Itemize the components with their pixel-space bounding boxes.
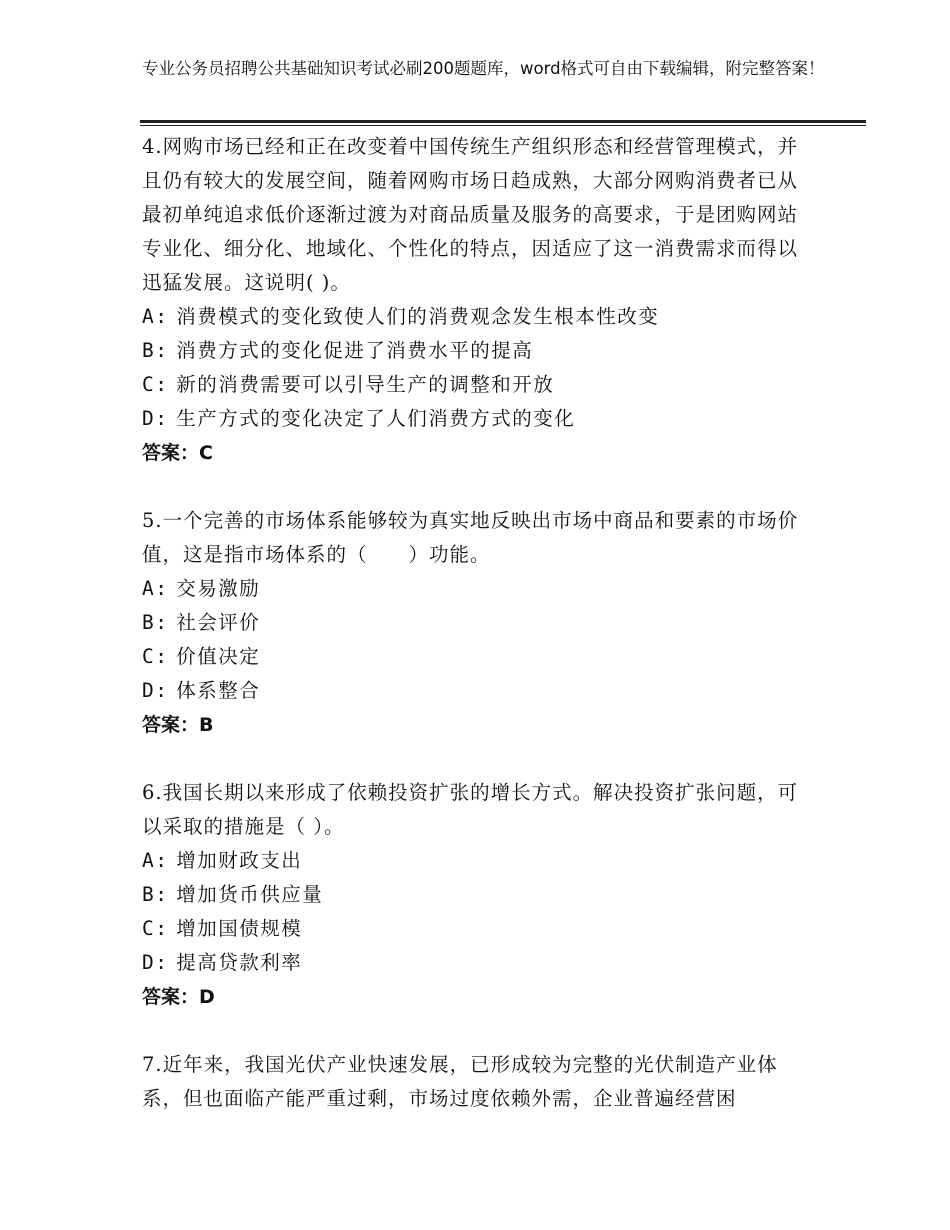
option-letter: C: — [142, 917, 169, 940]
option-text: 增加货币供应量 — [176, 883, 324, 906]
question-stem: 4.网购市场已经和正在改变着中国传统生产组织形态和经营管理模式，并且仍有较大的发展空间，随着网购市场日趋成熟，大部分网购消费者已从最初单纯追求低价逐渐过渡为对商品质量及服务的高要求，于是团购网站专业化、细分化、地域化、个性化的特点，因适应了这一消费需求而得以迅猛发展。这说明( )。 — [142, 135, 799, 294]
option-text: 价值决定 — [176, 645, 261, 668]
answer-label: 答案：C — [142, 442, 213, 464]
option-c — [142, 368, 807, 402]
option-a — [142, 844, 807, 878]
option-letter: B: — [142, 883, 169, 906]
question-7 — [142, 1048, 807, 1116]
option-letter: C: — [142, 645, 169, 668]
option-d — [142, 946, 807, 980]
option-letter: B: — [142, 611, 169, 634]
option-text: 交易激励 — [176, 577, 261, 600]
option-c — [142, 912, 807, 946]
option-letter: B: — [142, 339, 169, 362]
option-text: 消费方式的变化促进了消费水平的提高 — [176, 339, 534, 362]
option-letter: D: — [142, 679, 169, 702]
option-letter: C: — [142, 373, 169, 396]
option-letter: A: — [142, 305, 169, 328]
option-letter: D: — [142, 407, 169, 430]
question-6 — [142, 776, 807, 1014]
question-stem: 6.我国长期以来形成了依赖投资扩张的增长方式。解决投资扩张问题，可以采取的措施是（ ）。 — [142, 781, 799, 838]
option-b — [142, 878, 807, 912]
option-text: 新的消费需要可以引导生产的调整和开放 — [176, 373, 555, 396]
option-b — [142, 606, 807, 640]
header-divider-thin — [140, 125, 866, 126]
question-4 — [142, 130, 807, 470]
option-letter: D: — [142, 951, 169, 974]
option-d — [142, 402, 807, 436]
answer-label: 答案：B — [142, 714, 214, 736]
question-stem: 7.近年来，我国光伏产业快速发展，已形成较为完整的光伏制造产业体系，但也面临产能严重过剩，市场过度依赖外需，企业普遍经营困 — [142, 1053, 778, 1110]
option-text: 社会评价 — [176, 611, 261, 634]
option-text: 体系整合 — [176, 679, 261, 702]
page-header: 专业公务员招聘公共基础知识考试必刷200题题库，word格式可自由下载编辑，附完整答案！ — [142, 59, 825, 78]
question-list — [142, 130, 807, 1150]
option-text: 提高贷款利率 — [176, 951, 303, 974]
option-a — [142, 572, 807, 606]
option-letter: A: — [142, 577, 169, 600]
option-text: 消费模式的变化致使人们的消费观念发生根本性改变 — [176, 305, 660, 328]
question-5 — [142, 504, 807, 742]
option-a — [142, 300, 807, 334]
header-divider — [140, 120, 866, 123]
option-text: 增加财政支出 — [176, 849, 303, 872]
option-letter: A: — [142, 849, 169, 872]
option-c — [142, 640, 807, 674]
question-stem: 5.一个完善的市场体系能够较为真实地反映出市场中商品和要素的市场价值，这是指市场体系的（ ）功能。 — [142, 509, 799, 566]
option-text: 增加国债规模 — [176, 917, 303, 940]
option-d — [142, 674, 807, 708]
answer-label: 答案：D — [142, 986, 215, 1008]
option-text: 生产方式的变化决定了人们消费方式的变化 — [176, 407, 576, 430]
option-b — [142, 334, 807, 368]
